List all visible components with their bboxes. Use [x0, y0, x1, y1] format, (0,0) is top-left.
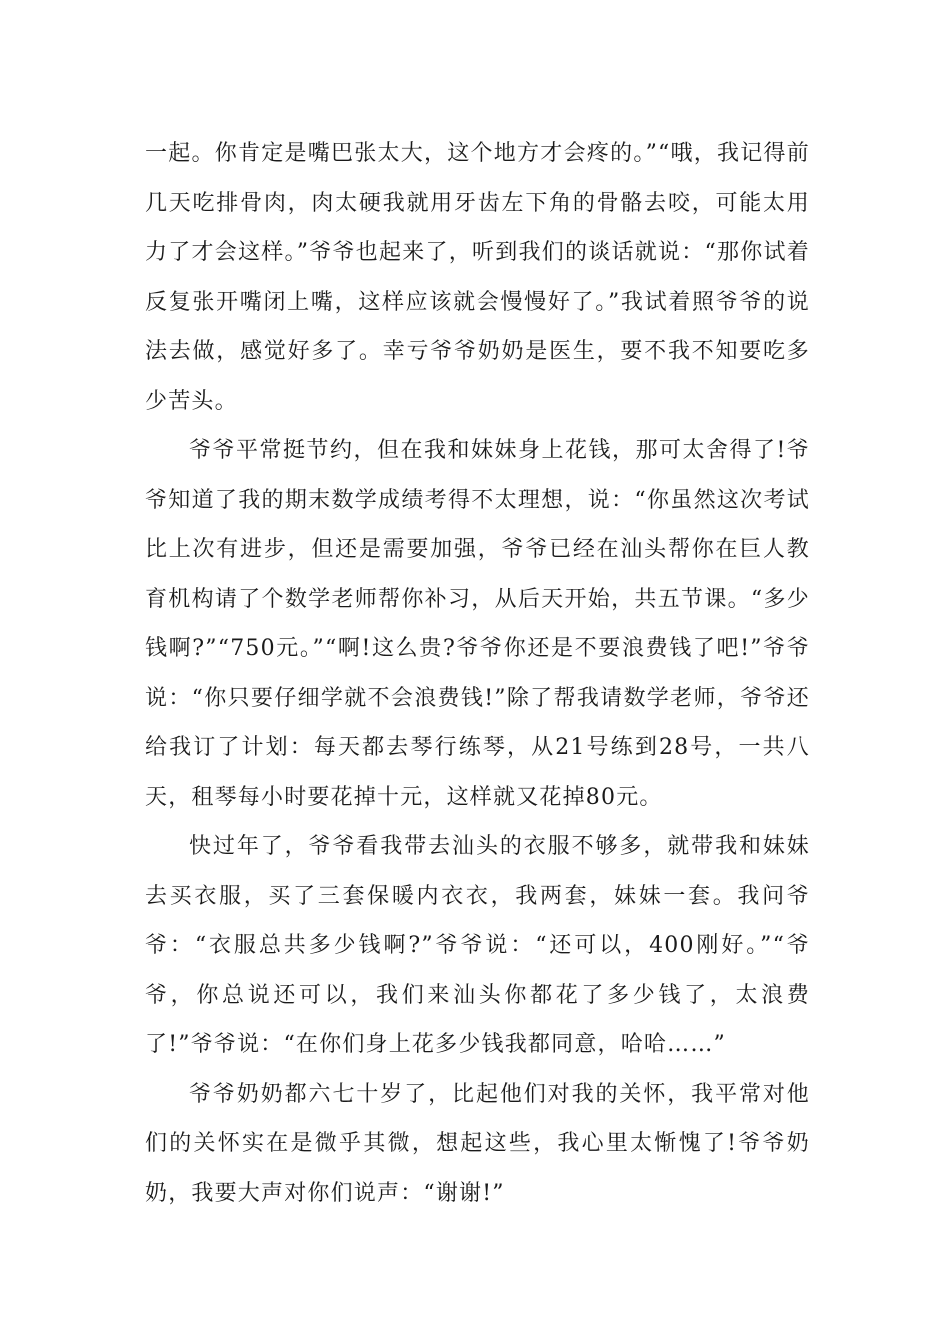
- document-body: [145, 129, 810, 1218]
- paragraph-4: 爷爷奶奶都六七十岁了，比起他们对我的关怀，我平常对他们的关怀实在是微乎其微，想起这些，我心里太惭愧了!爷爷奶奶，我要大声对你们说声：“谢谢!”: [145, 1081, 810, 1206]
- paragraph-3: 快过年了，爷爷看我带去汕头的衣服不够多，就带我和妹妹去买衣服，买了三套保暖内衣衣，我两套，妹妹一套。我问爷爷：“衣服总共多少钱啊?”爷爷说：“还可以，400刚好。”“爷爷，你总说还可以，我们来汕头你都花了多少钱了，太浪费了!”爷爷说：“在你们身上花多少钱我都同意，哈哈……”: [145, 834, 810, 1057]
- paragraph-2: 爷爷平常挺节约，但在我和妹妹身上花钱，那可太舍得了!爷爷知道了我的期末数学成绩考得不太理想，说：“你虽然这次考试比上次有进步，但还是需要加强，爷爷已经在汕头帮你在巨人教育机构请了个数学老师帮你补习，从后天开始，共五节课。“多少钱啊?”“750元。”“啊!这么贵?爷爷你还是不要浪费钱了吧!”爷爷说：“你只要仔细学就不会浪费钱!”除了帮我请数学老师，爷爷还给我订了计划：每天都去琴行练琴，从21号练到28号，一共八天，租琴每小时要花掉十元，这样就又花掉80元。: [145, 438, 810, 810]
- paragraph-1: 一起。你肯定是嘴巴张太大，这个地方才会疼的。”“哦，我记得前几天吃排骨肉，肉太硬我就用牙齿左下角的骨骼去咬，可能太用力了才会这样。”爷爷也起来了，听到我们的谈话就说：“那你试着反复张开嘴闭上嘴，这样应该就会慢慢好了。”我试着照爷爷的说法去做，感觉好多了。幸亏爷爷奶奶是医生，要不我不知要吃多少苦头。: [145, 141, 810, 414]
